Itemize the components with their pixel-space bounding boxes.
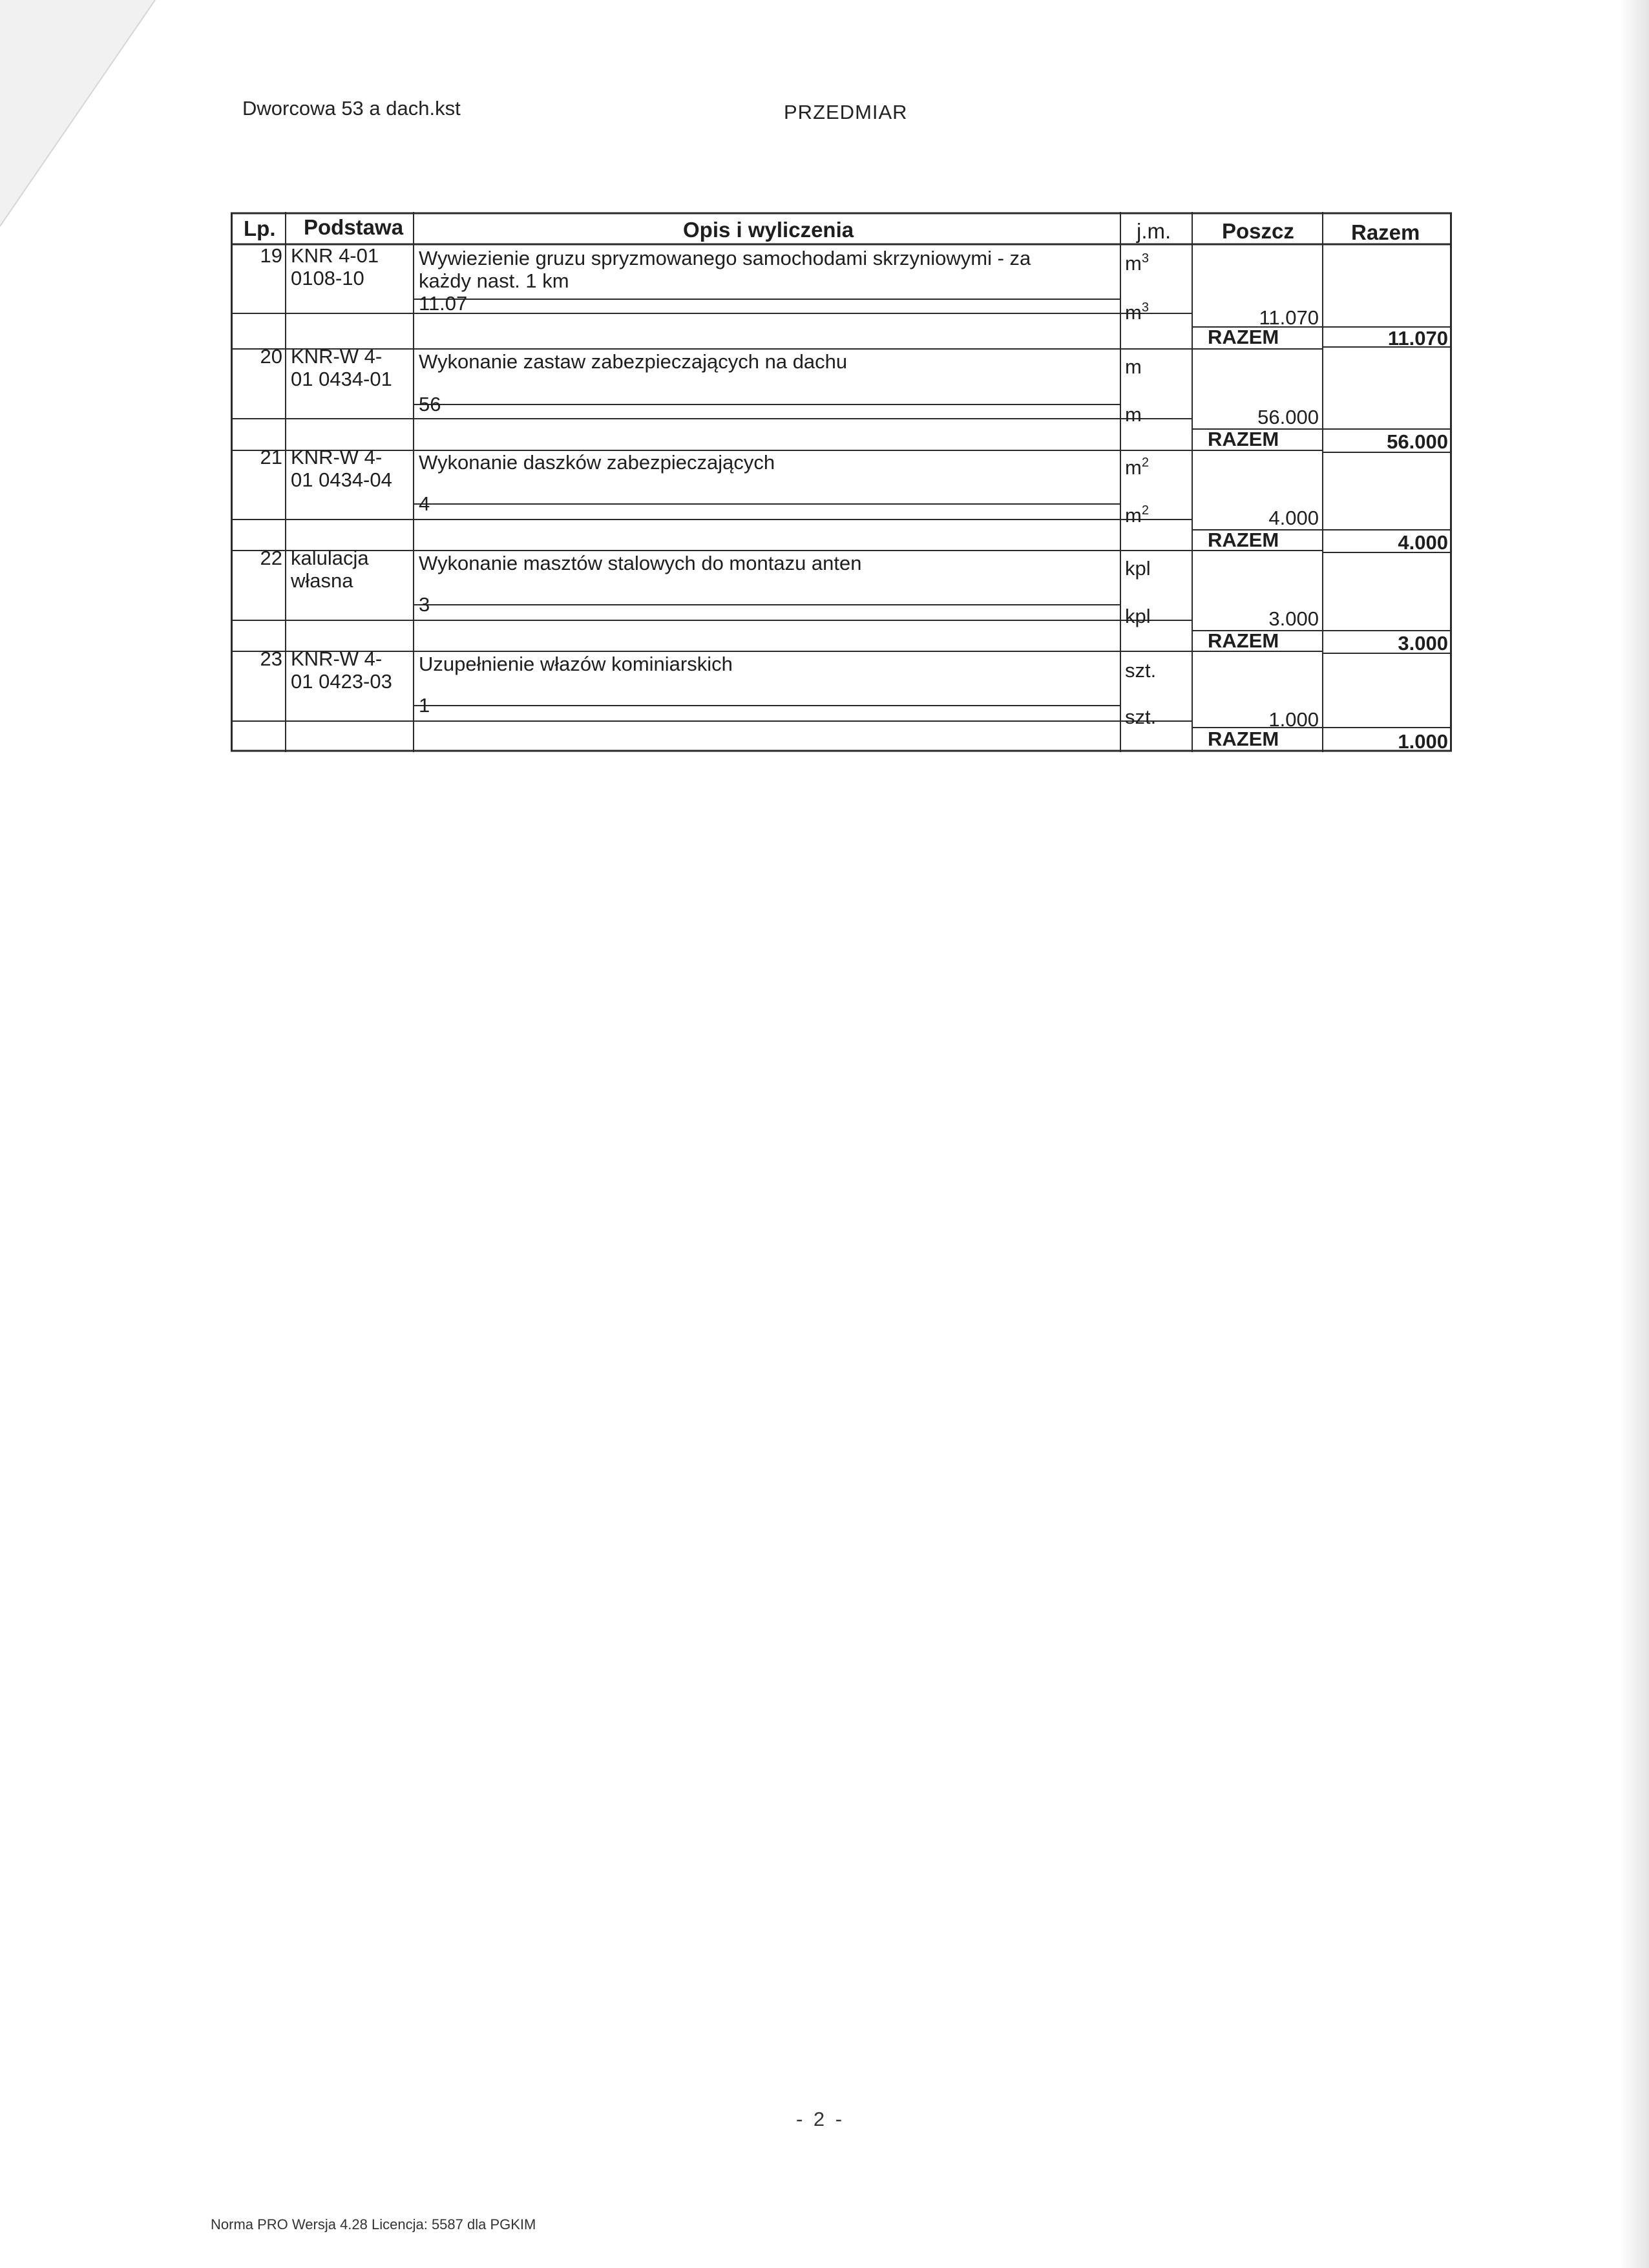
row-wyliczenie: 4 — [419, 492, 430, 515]
table-grid — [231, 212, 1452, 752]
row-lp: 22 — [260, 547, 282, 569]
scan-corner-fold — [0, 0, 168, 246]
row-wyliczenie: 11.07 — [419, 292, 468, 315]
row-unit-calc: szt. — [1125, 706, 1157, 728]
estimate-table — [231, 212, 1452, 752]
row-unit: szt. — [1125, 659, 1157, 682]
document-title: PRZEDMIAR — [784, 101, 908, 123]
row-opis-line1: Wykonanie daszków zabezpieczających — [419, 451, 775, 474]
row-wyliczenie: 3 — [419, 593, 430, 616]
row-podstawa-line2: własna — [291, 569, 353, 592]
row-podstawa-line1: kalulacja — [291, 547, 369, 569]
row-poszcz: 4.000 — [1268, 507, 1319, 529]
row-lp: 19 — [260, 244, 282, 267]
row-razem-value: 56.000 — [1387, 430, 1448, 453]
column-header-podstawa: Podstawa — [304, 215, 404, 239]
row-wyliczenie: 1 — [419, 694, 430, 717]
row-lp: 21 — [260, 446, 282, 468]
row-opis-line1: Wykonanie zastaw zabezpieczających na dachu — [419, 350, 848, 373]
row-podstawa-line1: KNR-W 4- — [291, 345, 383, 368]
row-razem-value: 3.000 — [1398, 632, 1448, 655]
row-unit-calc: kpl — [1125, 605, 1151, 627]
row-podstawa-line1: KNR 4-01 — [291, 244, 379, 267]
row-poszcz: 1.000 — [1268, 708, 1319, 731]
column-header-lp: Lp. — [244, 216, 276, 240]
column-header-poszcz: Poszcz — [1222, 219, 1294, 243]
row-opis-line1: Wykonanie masztów stalowych do montazu anten — [419, 552, 862, 574]
row-poszcz: 56.000 — [1257, 406, 1319, 428]
row-podstawa-line2: 01 0423-03 — [291, 670, 392, 693]
column-header-jm: j.m. — [1137, 219, 1171, 243]
row-poszcz: 3.000 — [1268, 607, 1319, 630]
footer-software-license: Norma PRO Wersja 4.28 Licencja: 5587 dla PGKIM — [211, 2216, 536, 2232]
document-filename: Dworcowa 53 a dach.kst — [242, 97, 461, 120]
row-razem-value: 11.070 — [1387, 327, 1448, 350]
row-opis-line1: Uzupełnienie włazów kominiarskich — [419, 653, 733, 675]
row-wyliczenie: 56 — [419, 393, 441, 415]
row-unit: m — [1125, 355, 1142, 378]
row-opis-line1: Wywiezienie gruzu spryzmowanego samochodami skrzyniowymi - za — [419, 247, 1031, 269]
row-lp: 23 — [260, 647, 282, 670]
row-unit: kpl — [1125, 557, 1151, 580]
row-unit: $m^2$ — [1125, 456, 1149, 479]
row-razem-label: RAZEM — [1208, 428, 1279, 450]
row-unit-calc: $m^2$ — [1125, 503, 1149, 527]
row-unit-calc: m — [1125, 403, 1142, 426]
column-header-razem: Razem — [1351, 220, 1420, 244]
row-unit-calc: $m^3$ — [1125, 300, 1149, 324]
row-razem-value: 1.000 — [1398, 730, 1448, 753]
row-podstawa-line2: 0108-10 — [291, 267, 364, 289]
row-podstawa-line2: 01 0434-04 — [291, 468, 392, 491]
scan-right-edge — [1621, 0, 1649, 2268]
row-razem-label: RAZEM — [1208, 629, 1279, 652]
row-razem-label: RAZEM — [1208, 728, 1279, 750]
row-razem-label: RAZEM — [1208, 529, 1279, 551]
row-podstawa-line1: KNR-W 4- — [291, 446, 383, 468]
row-lp: 20 — [260, 345, 282, 368]
row-razem-label: RAZEM — [1208, 326, 1279, 348]
row-opis-line2: każdy nast. 1 km — [419, 269, 569, 292]
row-podstawa-line2: 01 0434-01 — [291, 368, 392, 390]
column-header-opis: Opis i wyliczenia — [683, 218, 854, 242]
row-poszcz: 11.070 — [1259, 306, 1319, 329]
row-razem-value: 4.000 — [1398, 531, 1448, 554]
row-unit: $m^3$ — [1125, 251, 1149, 275]
page-number: - 2 - — [796, 2108, 845, 2130]
row-podstawa-line1: KNR-W 4- — [291, 647, 383, 670]
